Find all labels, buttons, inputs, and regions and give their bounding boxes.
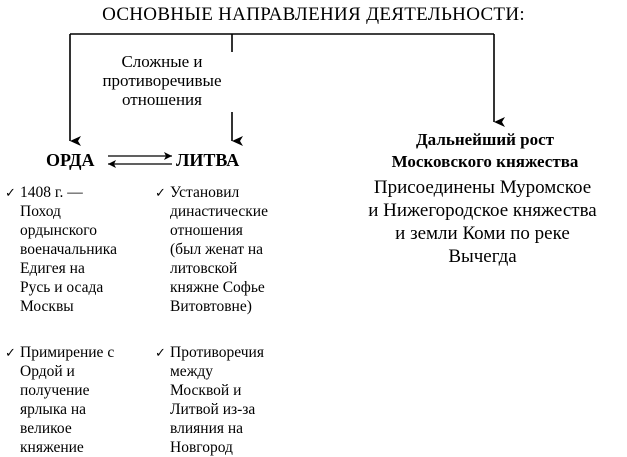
check-icon: ✓ xyxy=(155,345,166,360)
litva-item-line: Витовтовне) xyxy=(170,298,252,315)
relation-label-line: Сложные и xyxy=(121,52,203,71)
orda-item-2 xyxy=(5,343,150,457)
orda-item-1 xyxy=(5,183,150,316)
moscow-heading-line: Московского княжества xyxy=(391,152,579,171)
litva-item-line: Новгород xyxy=(170,439,233,456)
moscow-heading-line: Дальнейший рост xyxy=(415,130,555,149)
litva-item-line: между xyxy=(170,363,214,380)
check-icon: ✓ xyxy=(155,185,166,200)
litva-item-line: династические xyxy=(170,203,268,220)
moscow-body-line: и Нижегородское княжества xyxy=(368,200,597,221)
orda-item-line: Русь и осада xyxy=(20,279,104,296)
moscow-body-line: Вычегда xyxy=(448,246,517,267)
moscow-heading xyxy=(350,129,620,173)
litva-item-line: Установил xyxy=(170,184,240,201)
relation-label-line: отношения xyxy=(122,90,202,109)
orda-item-line: ордынского xyxy=(20,222,97,239)
litva-item-line: княжне Софье xyxy=(170,279,265,296)
orda-heading: ОРДА xyxy=(46,150,95,170)
litva-item-line: литовской xyxy=(170,260,238,277)
orda-item-line: Ордой и xyxy=(20,363,75,380)
litva-item-line: влияния на xyxy=(170,420,244,437)
litva-heading: ЛИТВА xyxy=(176,150,240,170)
litva-item-line: Москвой и xyxy=(170,382,242,399)
orda-item-line: великое xyxy=(20,420,72,437)
orda-item-line: военачальника xyxy=(20,241,117,258)
orda-item-line: Едигея на xyxy=(20,260,85,277)
moscow-body-line: Присоединены Муромское xyxy=(373,177,592,198)
moscow-body-line: и земли Коми по реке xyxy=(395,223,570,244)
orda-item-line: Примирение с xyxy=(20,344,115,361)
litva-item-line: Литвой из-за xyxy=(170,401,256,418)
litva-item-line: Противоречия xyxy=(170,344,264,361)
orda-item-line: ярлыка на xyxy=(20,401,87,418)
litva-item-1 xyxy=(155,183,300,316)
check-icon: ✓ xyxy=(5,185,16,200)
orda-item-line: Поход xyxy=(20,203,61,220)
litva-item-2 xyxy=(155,343,300,457)
litva-item-line: отношения xyxy=(170,222,243,239)
litva-item-line: (был женат на xyxy=(170,241,264,258)
relation-label-line: противоречивые xyxy=(102,71,222,90)
moscow-body xyxy=(330,176,627,268)
orda-item-line: 1408 г. — xyxy=(20,184,83,201)
diagram-title: ОСНОВНЫЕ НАПРАВЛЕНИЯ ДЕЯТЕЛЬНОСТИ: xyxy=(102,4,525,25)
relation-label xyxy=(92,52,232,109)
orda-item-line: княжение xyxy=(20,439,84,456)
orda-item-line: получение xyxy=(20,382,90,399)
check-icon: ✓ xyxy=(5,345,16,360)
orda-item-line: Москвы xyxy=(20,298,74,315)
